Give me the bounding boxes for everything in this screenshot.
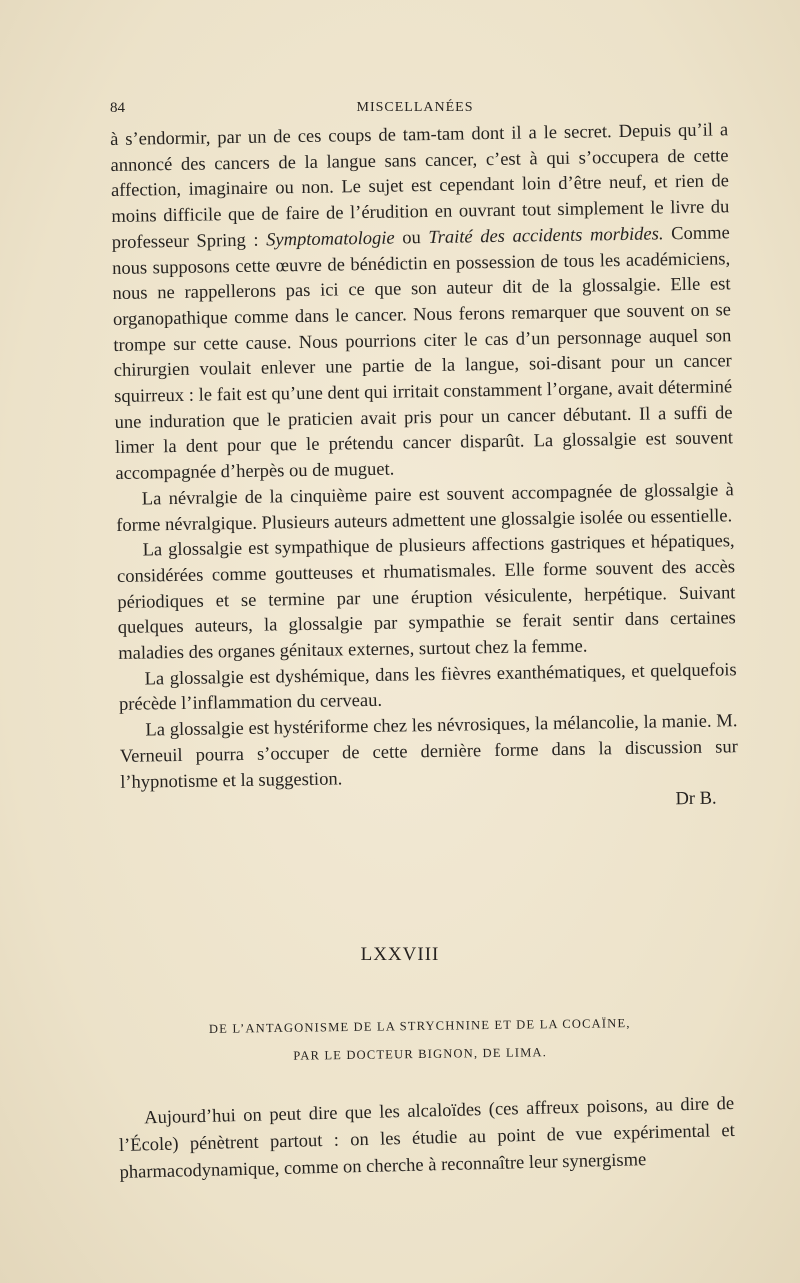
paragraph-text: à s’endormir, par un de ces coups de tam-tam dont il a le secret. Depuis qu’il a annoncé des cancers de la langue sans cancer, c’est à qui s’occupera de cette affection, imaginaire ou non. Le sujet est cependant loin d’être neuf, et rien de moins difficile que de faire de l’érudition en ouvrant tout simplement le livre du professeur Spring :: [110, 120, 730, 253]
article-title: [160, 1008, 681, 1071]
author-signature: Dr B.: [675, 788, 717, 810]
book-title-italic: Symptomatologie: [266, 228, 395, 251]
article-text: [118, 1091, 736, 1187]
article-author-line: PAR LE DOCTEUR BIGNON, DE LIMA.: [293, 1045, 548, 1063]
paragraph: La glossalgie est dyshémique, dans les fièvres exanthématiques, et quelquefois précède l’inflammation du cerveau.: [118, 659, 737, 716]
running-title: MISCELLANÉES: [356, 100, 474, 115]
paragraph-text: ou: [394, 227, 429, 249]
paragraph: La névralgie de la cinquième paire est souvent accompagnée de glossalgie à forme névralgique. Plusieurs auteurs admettent une glossalgie isolée ou essentielle.: [116, 480, 734, 536]
main-text: [110, 118, 739, 822]
paragraph: Aujourd’hui on peut dire que les alcaloïdes (ces affreux poisons, au dire de l’École) pénètrent partout : on les étudie au point de vue expérimental et pharmacodynamique, comme on cherche à reconnaître leur synergisme: [118, 1093, 736, 1183]
paragraph: [110, 118, 734, 488]
page-number: 84: [110, 100, 125, 116]
paragraph: La glossalgie est hystériforme chez les névrosiques, la mélancolie, la manie. M. Verneuil pourra s’occuper de cette dernière forme dans la discussion sur l’hypnotisme et la suggestion.: [119, 711, 738, 793]
paragraph-text: Comme nous supposons cette œuvre de bénédictin en possession de tous les académiciens, nous ne rappellerons pas ici ce que son auteur dit de la glossalgie. Elle est organopathique comme dans le cancer. Nous ferons remarquer que souvent on se trompe sur cette cause. Nous pourrions citer le cas d’un personnage auquel son chirurgien voulait enlever une partie de la langue, soi-disant pour un cancer squirreux : le fait est qu’une dent qui irritait constamment l’organe, avait déterminé une induration que le praticien avait pris pour un cancer débutant. Il a suffi de limer la dent pour que le prétendu cancer disparût. La glossalgie est souvent accompagnée d’herpès ou de muguet.: [112, 223, 734, 485]
paragraph: La glossalgie est sympathique de plusieurs affections gastriques et hépatiques, considérées comme goutteuses et rhumatismales. Elle forme souvent des accès périodiques et se termine par une éruption vésiculente, herpétique. Suivant quelques auteurs, la glossalgie par sympathie se ferait sentir dans certaines maladies des organes génitaux externes, surtout chez la femme.: [116, 531, 736, 664]
chapter-number: LXXVIII: [360, 944, 440, 965]
article-title-line: DE L’ANTAGONISME DE LA STRYCHNINE ET DE LA COCAÏNE,: [208, 1016, 631, 1036]
book-title-italic: Traité des accidents morbides.: [428, 224, 664, 248]
